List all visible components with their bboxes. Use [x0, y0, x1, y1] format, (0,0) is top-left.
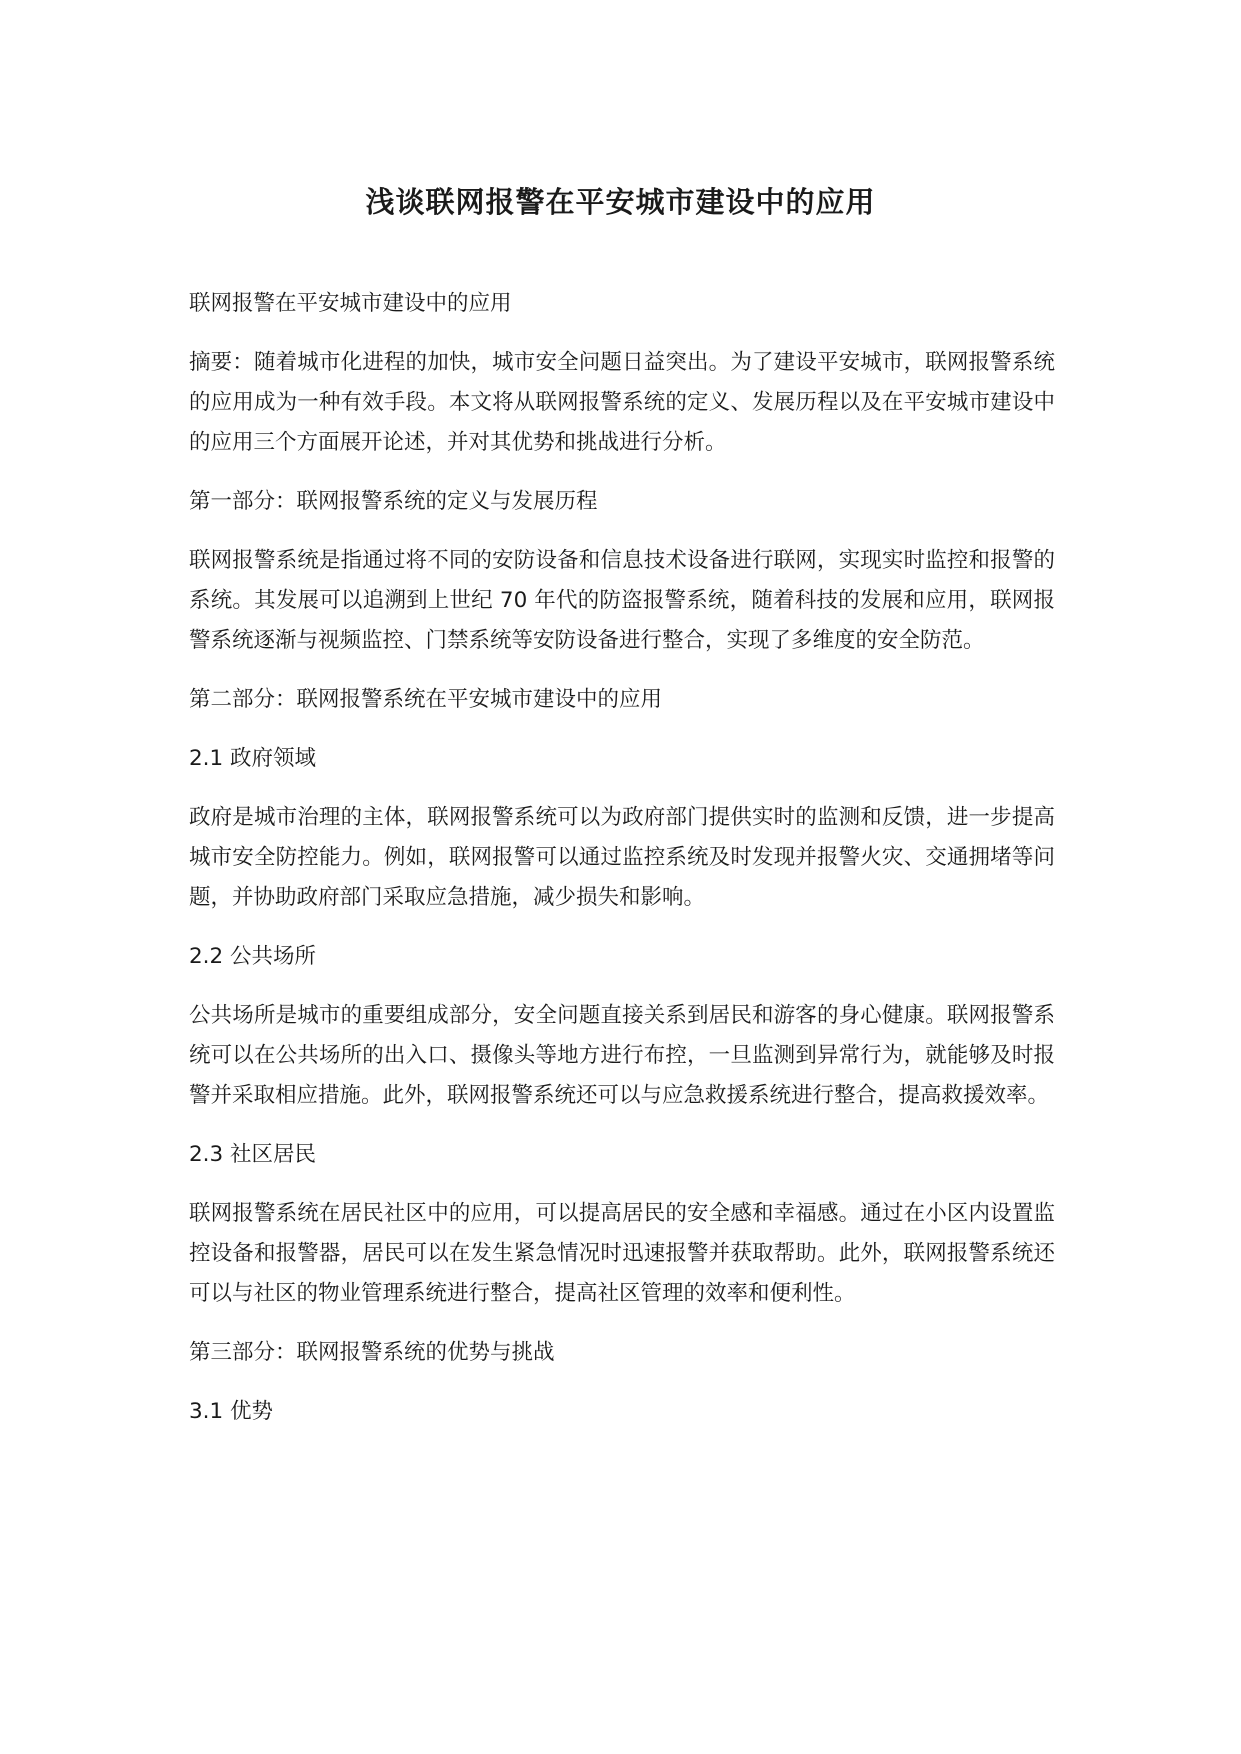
subsection-heading-2-2: 2.2 公共场所 — [189, 944, 317, 969]
subtitle-line: 联网报警在平安城市建设中的应用 — [189, 291, 512, 316]
body-paragraph: 联网报警系统是指通过将不同的安防设备和信息技术设备进行联网，实现实时监控和报警的系统。其发展可以追溯到上世纪 70 年代的防盗报警系统，随着科技的发展和应用，联网报警系统逐渐与视频监控、门禁系统等安防设备进行整合，实现了多维度的安全防范。 — [189, 548, 1055, 653]
subsection-heading-2-3: 2.3 社区居民 — [189, 1142, 317, 1167]
abstract-paragraph: 摘要：随着城市化进程的加快，城市安全问题日益突出。为了建设平安城市，联网报警系统的应用成为一种有效手段。本文将从联网报警系统的定义、发展历程以及在平安城市建设中的应用三个方面展开论述，并对其优势和挑战进行分析。 — [189, 350, 1055, 455]
body-paragraph: 政府是城市治理的主体，联网报警系统可以为政府部门提供实时的监测和反馈，进一步提高城市安全防控能力。例如，联网报警可以通过监控系统及时发现并报警火灾、交通拥堵等问题，并协助政府部门采取应急措施，减少损失和影响。 — [189, 805, 1055, 910]
body-paragraph: 公共场所是城市的重要组成部分，安全问题直接关系到居民和游客的身心健康。联网报警系统可以在公共场所的出入口、摄像头等地方进行布控，一旦监测到异常行为，就能够及时报警并采取相应措施。此外，联网报警系统还可以与应急救援系统进行整合，提高救援效率。 — [189, 1003, 1055, 1108]
section-heading-part-3: 第三部分：联网报警系统的优势与挑战 — [189, 1340, 555, 1365]
document-body — [189, 284, 1055, 1451]
subsection-heading-3-1: 3.1 优势 — [189, 1399, 274, 1424]
subsection-heading-2-1: 2.1 政府领域 — [189, 746, 317, 771]
body-paragraph: 联网报警系统在居民社区中的应用，可以提高居民的安全感和幸福感。通过在小区内设置监控设备和报警器，居民可以在发生紧急情况时迅速报警并获取帮助。此外，联网报警系统还可以与社区的物业管理系统进行整合，提高社区管理的效率和便利性。 — [189, 1201, 1055, 1306]
section-heading-part-1: 第一部分：联网报警系统的定义与发展历程 — [189, 489, 598, 514]
section-heading-part-2: 第二部分：联网报警系统在平安城市建设中的应用 — [189, 687, 663, 712]
document-title: 浅谈联网报警在平安城市建设中的应用 — [365, 185, 876, 219]
